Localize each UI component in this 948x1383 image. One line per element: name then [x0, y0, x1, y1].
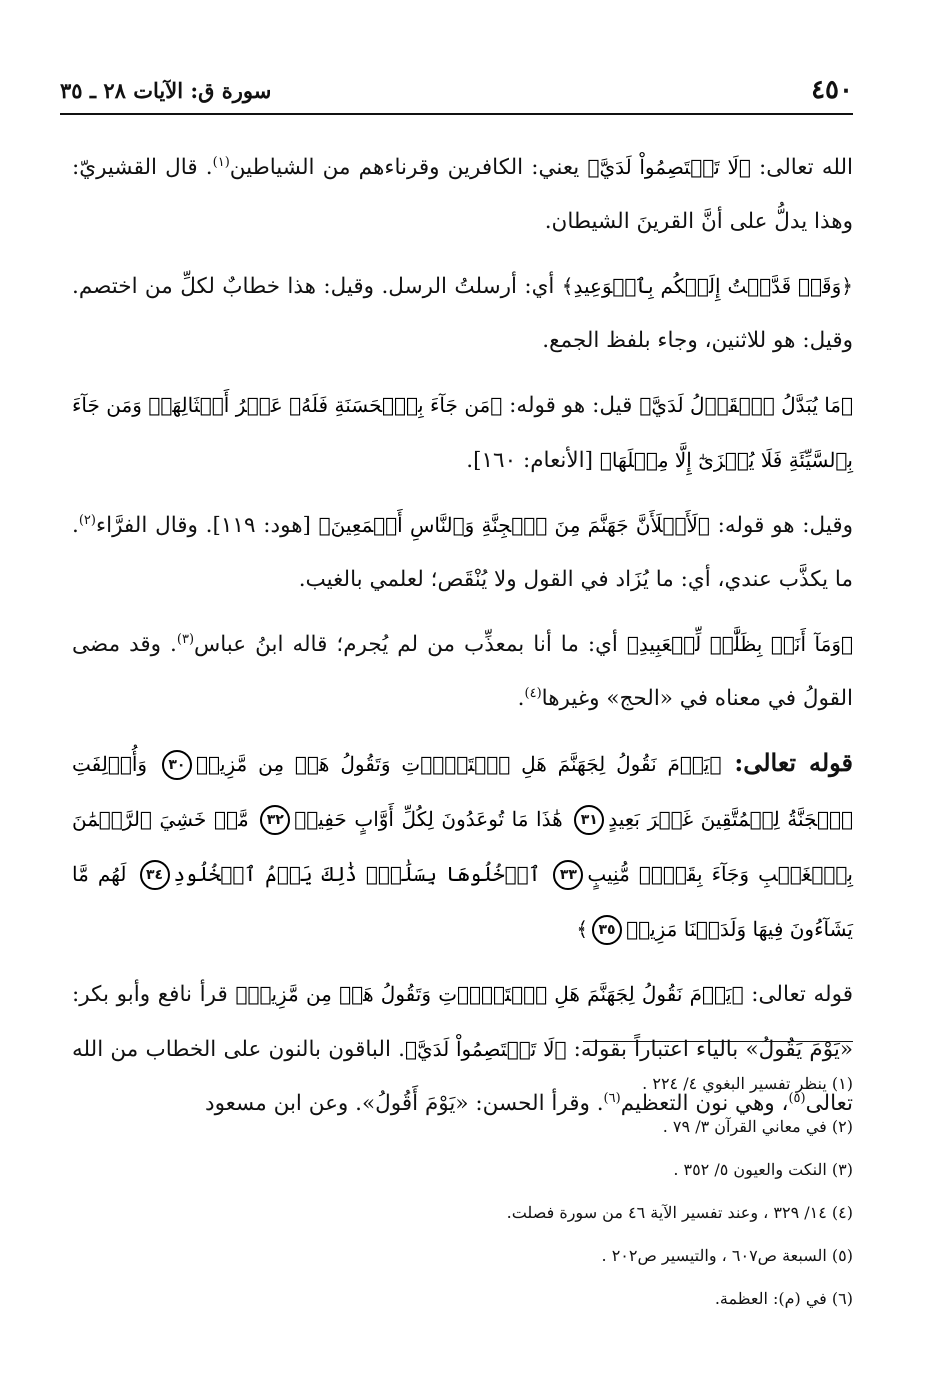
quran-quote: مَّنۡ خَشِيَ ٱلرَّحۡمَٰنَ بِٱلۡغَيۡبِ وَجَآءَ بِقَلۡبٖ مُّنِيبٍ	[72, 807, 853, 886]
footnote-ref: (٥)	[788, 1090, 806, 1106]
footnote: (٣) النكت والعيون ٥/ ٣٥٢ .	[673, 1160, 853, 1179]
paragraph	[72, 140, 853, 249]
footnote-ref: (٣)	[176, 631, 195, 647]
verse-number: ٣٠	[162, 750, 192, 780]
quran-quote: ﴿وَمَآ أَنَا۠ بِظَلَّٰمٖ لِّلۡعَبِيدِ﴾	[626, 632, 854, 656]
text-run: . الباقون بالنون على الخطاب من الله تعالى	[72, 1037, 853, 1116]
page-header	[60, 70, 853, 110]
text-run: أي: أرسلتُ الرسل. وقيل: هذا خطابٌ لكلِّ من اختصم. وقيل: هو للاثنين، وجاء بلفظ الجمع.	[72, 274, 853, 353]
quran-quote: ﴿وَقَدۡ قَدَّمۡتُ إِلَيۡكُم بِٱلۡوَعِيدِ﴾	[561, 274, 853, 298]
header-divider	[60, 113, 853, 115]
footnote: (٥) السبعة ص٦٠٧ ، والتيسير ص٢٠٢ .	[601, 1246, 853, 1265]
main-text	[72, 140, 853, 1131]
footnote: (٦) في (م): العظمة.	[714, 1289, 853, 1308]
running-head: سورة ق: الآيات ٢٨ ـ ٣٥	[60, 77, 272, 103]
quran-quote: وَأُزۡلِفَتِ ٱلۡجَنَّةُ لِلۡمُتَّقِينَ غَيۡرَ بَعِيدٍ	[72, 752, 853, 831]
text-run: قوله تعالى:	[743, 982, 853, 1007]
paragraph	[72, 498, 853, 607]
text-run: قيل: هو قوله:	[502, 393, 640, 418]
verse-number: ٣٤	[140, 860, 170, 890]
text-run: . ما يكذَّب عندي، أي: ما يُزَاد في القول ولا يُنْقَص؛ لعلمي بالغيب.	[72, 513, 853, 592]
quran-quote: ﴿يَوۡمَ نَقُولُ لِجَهَنَّمَ هَلِ ٱمۡتَلَأۡتِ وَتَقُولُ هَلۡ مِن مَّزِيدٖ﴾	[235, 982, 744, 1006]
quran-quote: ٱدۡخُلُوهَا بِسَلَٰمٖۖ ذَٰلِكَ يَوۡمُ ٱلۡخُلُودِ	[173, 862, 550, 886]
quran-quote: ﴿لَأَمۡلَأَنَّ جَهَنَّمَ مِنَ ٱلۡجِنَّةِ وَٱلنَّاسِ أَجۡمَعِينَ﴾	[318, 513, 710, 537]
footnote-ref: (٦)	[603, 1090, 621, 1106]
verse-number: ٣١	[574, 805, 604, 835]
footnote: (٢) في معاني القرآن ٣/ ٧٩ .	[662, 1117, 853, 1136]
paragraph	[72, 259, 853, 368]
paragraph	[72, 617, 853, 726]
lead-heading: قوله تعالى:	[721, 748, 853, 777]
footnote-divider	[583, 1041, 853, 1042]
quran-quote: ﴾	[576, 917, 589, 941]
quran-quote: لَهُم مَّا يَشَآءُونَ فِيهَا وَلَدَيۡنَا مَزِيدٞ	[72, 862, 853, 941]
text-run: قرأ نافع وأبو بكر: «يَوْمَ يَقُولُ» بالياء اعتباراً بقوله:	[72, 982, 853, 1062]
quran-quote: ﴿مَن جَآءَ بِٱلۡحَسَنَةِ فَلَهُۥ عَشۡرُ أَمۡثَالِهَاۖ وَمَن جَآءَ بِٱلسَّيِّئَةِ فَلَا يُجۡزَىٰٓ إِلَّا مِثۡلَهَا﴾	[72, 393, 853, 472]
text-run: . قال القشيريّ: وهذا يدلُّ على أنَّ القرينَ الشيطان.	[72, 155, 853, 234]
paragraph	[72, 736, 853, 957]
text-run: ، وهي نون التعظيم	[620, 1091, 789, 1116]
text-run: أي: ما أنا بمعذِّب من لم يُجرم؛ قاله ابنُ عباس	[194, 632, 627, 657]
footnote: (١) ينظر تفسير البغوي ٤/ ٢٢٤ .	[642, 1074, 853, 1093]
text-run: يعني: الكافرين وقرناءهم من الشياطين	[229, 155, 588, 180]
quran-quote: ﴿مَا يُبَدَّلُ ٱلۡقَوۡلُ لَدَيَّ﴾	[639, 393, 854, 417]
text-run: [الأنعام: ١٦٠].	[466, 448, 600, 473]
text-run: الله تعالى:	[750, 155, 853, 180]
verse-number: ٣٣	[553, 860, 583, 890]
verse-number: ٣٢	[260, 805, 290, 835]
page-number: ٤٥٠	[811, 75, 853, 105]
quran-quote: ﴿لَا تَخۡتَصِمُواْ لَدَيَّ﴾	[404, 1037, 567, 1061]
quran-quote: ﴿يَوۡمَ نَقُولُ لِجَهَنَّمَ هَلِ ٱمۡتَلَأۡتِ وَتَقُولُ هَلۡ مِن مَّزِيدٖ	[195, 752, 722, 776]
text-run: وقيل: هو قوله:	[709, 513, 853, 538]
footnote: (٤) ١٤/ ٣٢٩ ، وعند تفسير الآية ٤٦ من سورة فصلت.	[506, 1203, 853, 1222]
text-run: [هود: ١١٩]. وقال الفرَّاء	[95, 513, 319, 538]
quran-quote: هَٰذَا مَا تُوعَدُونَ لِكُلِّ أَوَّابٍ حَفِيظٖ	[294, 807, 571, 831]
text-run: . وقرأ الحسن: «يَوْمَ أَقُولُ». وعن ابن مسعود	[205, 1091, 604, 1116]
quran-quote: ﴿لَا تَخۡتَصِمُواْ لَدَيَّ﴾	[587, 155, 751, 179]
footnotes	[72, 1062, 853, 1320]
footnote-ref: (٢)	[78, 512, 96, 528]
paragraph	[72, 378, 853, 488]
text-run: .	[517, 686, 525, 711]
verse-number: ٣٥	[592, 915, 622, 945]
footnote-ref: (١)	[212, 154, 230, 170]
footnote-ref: (٤)	[524, 685, 542, 701]
text-run: . وقد مضى القولُ في معناه في «الحج» وغيرها	[72, 632, 853, 711]
